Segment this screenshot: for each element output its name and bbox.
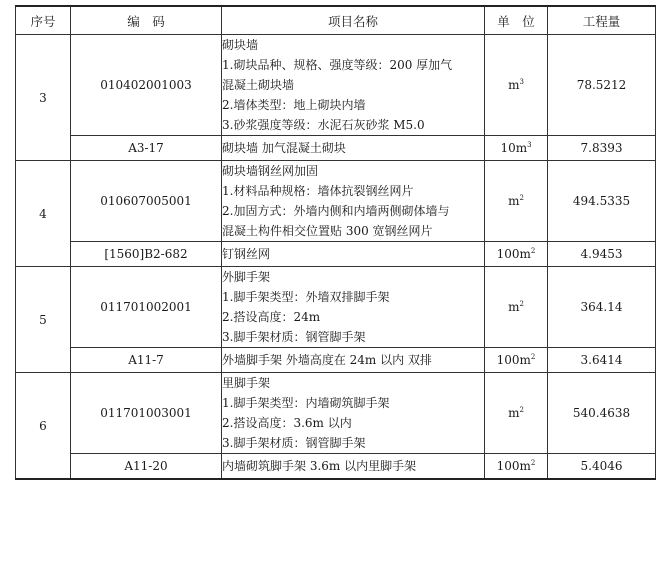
item-description-line: 砌块墙 xyxy=(222,38,259,52)
table-row xyxy=(16,35,656,136)
header-qty: 工程量 xyxy=(548,6,656,35)
quota-description: 内墙砌筑脚手架 3.6m 以内里脚手架 xyxy=(222,454,485,480)
item-number: 6 xyxy=(16,373,71,480)
quota-code: A11-7 xyxy=(71,348,222,373)
quota-quantity: 3.6414 xyxy=(548,348,656,373)
item-unit: $m^3$ xyxy=(485,35,548,136)
item-description-line: 混凝土砌块墙 xyxy=(222,78,295,92)
item-description xyxy=(222,35,485,136)
item-description xyxy=(222,161,485,242)
item-description-line: 2.搭设高度：3.6m 以内 xyxy=(222,416,352,430)
table-row xyxy=(16,242,656,267)
header-unit: 单 位 xyxy=(485,6,548,35)
item-description-line: 2.加固方式：外墙内侧和内墙两侧砌体墙与 xyxy=(222,204,450,218)
item-number: 4 xyxy=(16,161,71,267)
header-name: 项目名称 xyxy=(222,6,485,35)
item-number: 5 xyxy=(16,267,71,373)
quota-quantity: 7.8393 xyxy=(548,136,656,161)
item-description xyxy=(222,373,485,454)
item-number: 3 xyxy=(16,35,71,161)
quota-quantity: 4.9453 xyxy=(548,242,656,267)
quota-code: A3-17 xyxy=(71,136,222,161)
quota-code: [1560]B2-682 xyxy=(71,242,222,267)
quota-description: 钉钢丝网 xyxy=(222,242,485,267)
item-description-line: 混凝土构件相交位置贴 300 宽钢丝网片 xyxy=(222,224,433,238)
item-quantity: 540.4638 xyxy=(548,373,656,454)
item-quantity: 78.5212 xyxy=(548,35,656,136)
quota-code: A11-20 xyxy=(71,454,222,480)
item-description-line: 3.脚手架材质：钢管脚手架 xyxy=(222,436,366,450)
item-quantity: 364.14 xyxy=(548,267,656,348)
quota-unit: $10m^3$ xyxy=(485,136,548,161)
item-description xyxy=(222,267,485,348)
item-code: 010607005001 xyxy=(71,161,222,242)
table-row xyxy=(16,267,656,348)
item-unit: $m^2$ xyxy=(485,161,548,242)
item-unit: $m^2$ xyxy=(485,373,548,454)
table-row xyxy=(16,161,656,242)
item-code: 011701003001 xyxy=(71,373,222,454)
item-quantity: 494.5335 xyxy=(548,161,656,242)
quota-description: 外墙脚手架 外墙高度在 24m 以内 双排 xyxy=(222,348,485,373)
table-row xyxy=(16,373,656,454)
quota-unit: $100m^2$ xyxy=(485,242,548,267)
header-code: 编 码 xyxy=(71,6,222,35)
header-row xyxy=(16,6,656,35)
item-description-line: 砌块墙钢丝网加固 xyxy=(222,164,319,178)
item-description-line: 2.墙体类型：地上砌块内墙 xyxy=(222,98,366,112)
quota-unit: $100m^2$ xyxy=(485,454,548,480)
quota-unit: $100m^2$ xyxy=(485,348,548,373)
item-description-line: 外脚手架 xyxy=(222,270,271,284)
item-description-line: 里脚手架 xyxy=(222,376,271,390)
item-description-line: 3.砂浆强度等级：水泥石灰砂浆 M5.0 xyxy=(222,118,425,132)
item-description-line: 3.脚手架材质：钢管脚手架 xyxy=(222,330,366,344)
item-description-line: 1.材料品种规格：墙体抗裂钢丝网片 xyxy=(222,184,414,198)
table-row xyxy=(16,348,656,373)
table-row xyxy=(16,454,656,480)
item-description-line: 1.脚手架类型：外墙双排脚手架 xyxy=(222,290,390,304)
item-description-line: 2.搭设高度：24m xyxy=(222,310,321,324)
item-code: 011701002001 xyxy=(71,267,222,348)
item-description-line: 1.脚手架类型：内墙砌筑脚手架 xyxy=(222,396,390,410)
item-unit: $m^2$ xyxy=(485,267,548,348)
quota-quantity: 5.4046 xyxy=(548,454,656,480)
quota-description: 砌块墙 加气混凝土砌块 xyxy=(222,136,485,161)
header-no: 序号 xyxy=(16,6,71,35)
item-code: 010402001003 xyxy=(71,35,222,136)
table-row xyxy=(16,136,656,161)
bill-of-quantities-table xyxy=(15,5,656,480)
item-description-line: 1.砌块品种、规格、强度等级：200 厚加气 xyxy=(222,58,453,72)
